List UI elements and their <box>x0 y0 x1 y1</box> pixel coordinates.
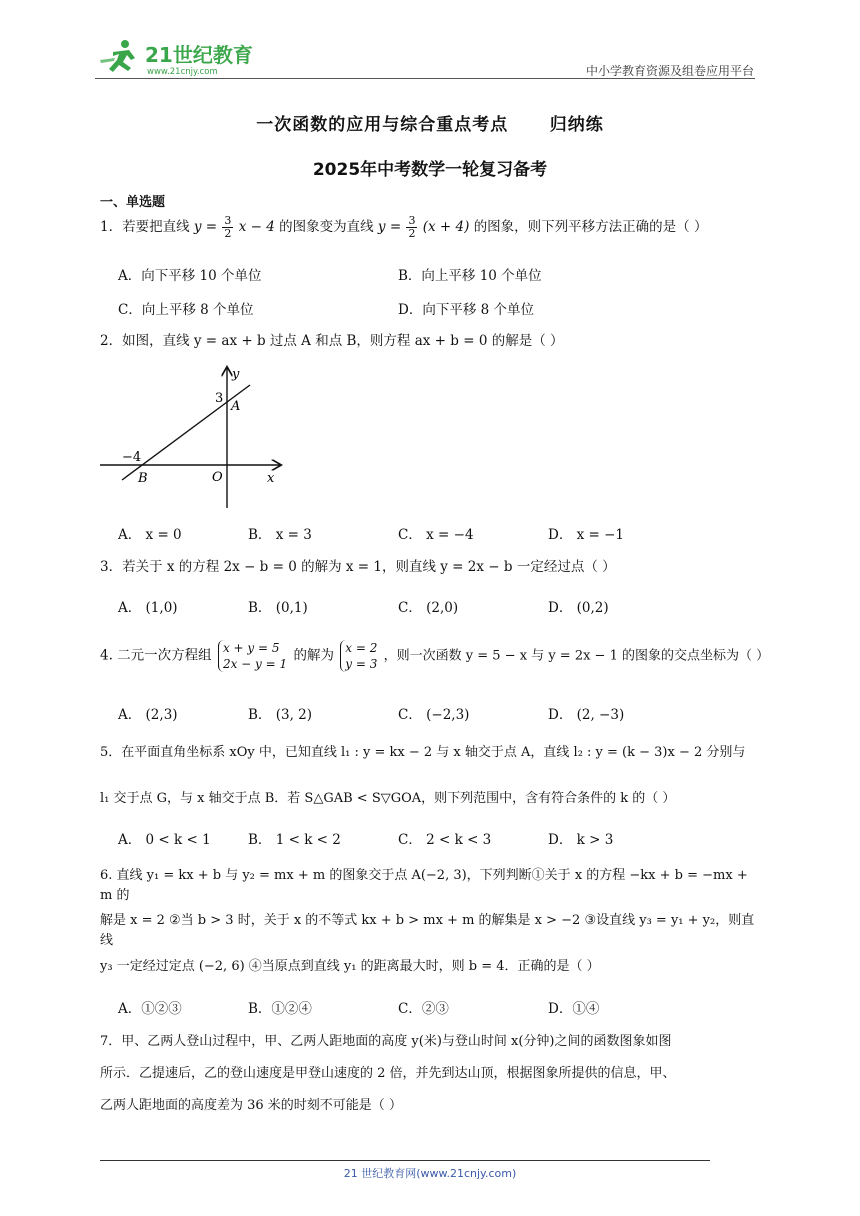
section-heading: 一、单选题 <box>100 195 166 210</box>
q2-option-d: D． x = −1 <box>548 527 625 543</box>
question-7-line-1: 7．甲、乙两人登山过程中，甲、乙两人距地面的高度 y(米)与登山时间 x(分钟)之间的函数图象如图 <box>100 1034 672 1049</box>
q5-option-c: C． 2 < k < 3 <box>398 832 492 848</box>
q1-option-b: B．向上平移 10 个单位 <box>398 268 542 284</box>
q3-option-d: D． (0,2) <box>548 600 609 616</box>
header-divider <box>95 78 755 79</box>
q1-option-d: D．向下平移 8 个单位 <box>398 302 534 318</box>
q4-option-d: D． (2, −3) <box>548 707 625 723</box>
question-5-line-2: l₁ 交于点 G，与 x 轴交于点 B．若 S△GAB < S▽GOA，则下列范围中，含有符合条件的 k 的（ ） <box>100 791 676 806</box>
q1-eq1-fraction: $\frac{3}{2}$ <box>224 214 232 241</box>
q4-option-b: B． (3, 2) <box>248 707 313 723</box>
q2-x-label: x <box>267 471 275 486</box>
q1-text-prefix: 1．若要把直线 <box>100 219 190 236</box>
footer-divider <box>100 1160 710 1161</box>
q1-option-c: C．向上平移 8 个单位 <box>118 302 254 318</box>
question-2: 2．如图，直线 y = ax + b 过点 A 和点 B，则方程 ax + b = 0 的解是（ ） <box>100 333 564 349</box>
q2-point-b-label: B <box>138 471 148 486</box>
q2-option-c: C． x = −4 <box>398 527 474 543</box>
doc-title: 一次函数的应用与综合重点考点 归纳练 <box>256 115 604 135</box>
q2-y-label: y <box>232 367 240 382</box>
q1-eq2-left: y = <box>377 219 402 236</box>
q1-eq1-left: y = <box>193 219 218 236</box>
question-6-line-3: y₃ 一定经过定点 (−2, 6) ④当原点到直线 y₁ 的距离最大时，则 b = 4．正确的是（ ） <box>100 959 600 974</box>
q1-text-mid: 的图象变为直线 <box>279 219 374 236</box>
q1-option-a: A．向下平移 10 个单位 <box>118 268 262 284</box>
q2-option-b: B． x = 3 <box>248 527 312 543</box>
q4-option-a: A． (2,3) <box>118 707 178 723</box>
q2-a-value: 3 <box>215 391 224 406</box>
q2-point-a-label: A <box>231 399 241 414</box>
q2-b-value: −4 <box>122 450 142 465</box>
q5-option-a: A． 0 < k < 1 <box>118 832 211 848</box>
question-6-line-2: 解是 x = 2 ②当 b > 3 时，关于 x 的不等式 kx + b > mx + m 的解集是 x > −2 ③设直线 y₃ = y₁ + y₂，则直线 <box>100 913 755 948</box>
q4-system-2: x = 2 y = 3 <box>340 640 377 672</box>
q4-option-c: C． (−2,3) <box>398 707 470 723</box>
q4-text-suffix: ，则一次函数 y = 5 − x 与 y = 2x − 1 的图象的交点坐标为（ ） <box>383 648 770 664</box>
q3-option-c: C． (2,0) <box>398 600 459 616</box>
q4-system-1: x + y = 5 2x − y = 1 <box>218 640 287 672</box>
footer-text[interactable]: 21 世纪教育网(www.21cnjy.com) <box>343 1167 517 1180</box>
q6-option-c: C．②③ <box>398 1001 449 1017</box>
q2-origin-label: O <box>212 470 223 485</box>
q2-graph <box>95 360 295 510</box>
question-3: 3．若关于 x 的方程 2x − b = 0 的解为 x = 1，则直线 y = 2x − b 一定经过点（ ） <box>100 559 616 575</box>
q3-option-b: B． (0,1) <box>248 600 308 616</box>
question-6-line-1: 6. 直线 y₁ = kx + b 与 y₂ = mx + m 的图象交于点 A(−2, 3)，下列判断①关于 x 的方程 −kx + b = −mx + m 的 <box>100 868 748 903</box>
question-4 <box>100 640 770 672</box>
q1-eq2-fraction: $\frac{3}{2}$ <box>408 214 416 241</box>
q3-option-a: A． (1,0) <box>118 600 178 616</box>
q4-text-prefix: 4. 二元一次方程组 <box>100 647 212 664</box>
question-7-line-3: 乙两人距地面的高度差为 36 米的时刻不可能是（ ） <box>100 1098 402 1113</box>
q5-option-d: D． k > 3 <box>548 832 614 848</box>
question-5-line-1: 5．在平面直角坐标系 xOy 中，已知直线 l₁ : y = kx − 2 与 x 轴交于点 A，直线 l₂ : y = (k − 3)x − 2 分别与 <box>100 745 746 760</box>
q2-option-a: A． x = 0 <box>118 527 182 543</box>
svg-text:www.21cnjy.com: www.21cnjy.com <box>147 67 218 77</box>
question-7-line-2: 所示．乙提速后，乙的登山速度是甲登山速度的 2 倍，并先到达山顶，根据图象所提供的信息，甲、 <box>100 1066 676 1081</box>
question-1 <box>100 215 760 240</box>
platform-name: 中小学教育资源及组卷应用平台 <box>585 64 754 78</box>
q6-option-b: B．①②④ <box>248 1001 312 1017</box>
q1-eq2-right: (x + 4) <box>422 219 470 236</box>
q6-option-d: D．①④ <box>548 1001 600 1017</box>
q1-text-suffix: 的图象，则下列平移方法正确的是（ ） <box>473 219 708 236</box>
q4-text-mid: 的解为 <box>293 647 334 664</box>
site-logo <box>95 38 265 78</box>
q5-option-b: B． 1 < k < 2 <box>248 832 341 848</box>
q1-eq1-right: x − 4 <box>238 219 275 236</box>
q6-option-a: A．①②③ <box>118 1001 182 1017</box>
svg-text:21世纪教育: 21世纪教育 <box>145 43 253 67</box>
doc-subtitle: 2025年中考数学一轮复习备考 <box>312 160 548 180</box>
